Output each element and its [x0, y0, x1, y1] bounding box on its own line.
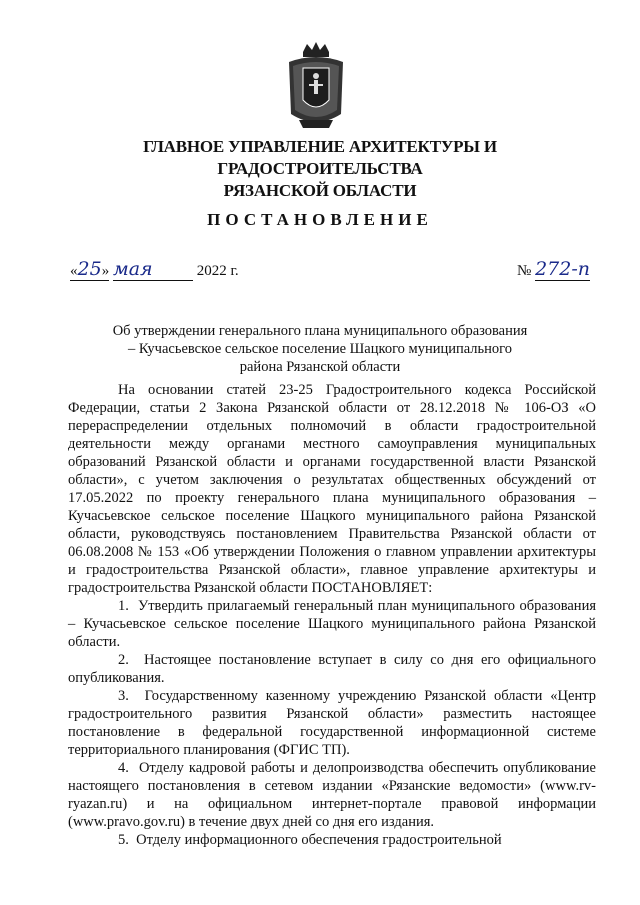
- document-number: [517, 258, 590, 281]
- document-type: ПОСТАНОВЛЕНИЕ: [207, 210, 433, 229]
- date-month-field: [113, 258, 193, 281]
- document-subject: Об утверждении генерального плана муниципального образования – Кучасьевское сельское поселение Шацкого муниципального района Рязанской области: [112, 323, 528, 375]
- item-2-paragraph: 2. Настоящее постановление вступает в силу со дня его официального опубликования.: [68, 652, 596, 686]
- date-open-quote: «: [70, 263, 78, 279]
- date-close-quote: »: [101, 263, 110, 279]
- organization-line-2: РЯЗАНСКОЙ ОБЛАСТИ: [223, 181, 417, 200]
- number-value: 272-п: [535, 258, 590, 280]
- item-1-paragraph: 1. Утвердить прилагаемый генеральный план муниципального образования – Кучасьевское сельское поселение Шацкого муниципального района Рязанской области.: [68, 598, 596, 650]
- item-4-paragraph: 4. Отделу кадровой работы и делопроизводства обеспечить опубликование настоящего постановления в сетевом издании «Рязанские ведомости» (www.rv-ryazan.ru) и на официальном интернет-портале правовой информации (www.pravo.gov.ru) в течение двух дней со дня его издания.: [68, 760, 596, 830]
- document-date: [70, 258, 239, 281]
- organization-name: [40, 136, 600, 202]
- organization-line-1: ГЛАВНОЕ УПРАВЛЕНИЕ АРХИТЕКТУРЫ И ГРАДОСТРОИТЕЛЬСТВА: [143, 137, 497, 178]
- item-3-paragraph: 3. Государственному казенному учреждению Рязанской области «Центр градостроительного развития Рязанской области» разместить настоящее постановление в федеральной государственной информационной системе территориального планирования (ФГИС ТП).: [68, 688, 596, 758]
- coat-of-arms-icon: [285, 42, 347, 132]
- preamble-paragraph: На основании статей 23-25 Градостроительного кодекса Российской Федерации, статьи 2 Закона Рязанской области от 28.12.2018 № 106-ОЗ «О перераспределении отдельных полномочий в области градостроительной деятельности между органами местного самоуправления муниципальных образований Рязанской области и органами государственной власти Рязанской области», с учетом заключения о результатах общественных обсуждений от 17.05.2022 по проекту генерального плана муниципального образования – Кучасьевское сельское поселение Шацкого муниципального района Рязанской области, руководствуясь постановлением Правительства Рязанской области от 06.08.2008 № 153 «Об утверждении Положения о главном управлении архитектуры и градостроительства Рязанской области», главное управление архитектуры и градостроительства Рязанской области ПОСТАНОВЛЯЕТ:: [68, 382, 596, 596]
- document-body: [68, 381, 596, 849]
- date-day: 25: [77, 258, 102, 280]
- date-month: мая: [112, 258, 153, 280]
- date-day-field: [70, 258, 109, 281]
- number-prefix: №: [517, 263, 532, 279]
- dateline: [70, 258, 590, 288]
- item-5-paragraph: 5. Отделу информационного обеспечения градостроительной: [118, 832, 502, 848]
- date-year: 2022 г.: [196, 263, 239, 279]
